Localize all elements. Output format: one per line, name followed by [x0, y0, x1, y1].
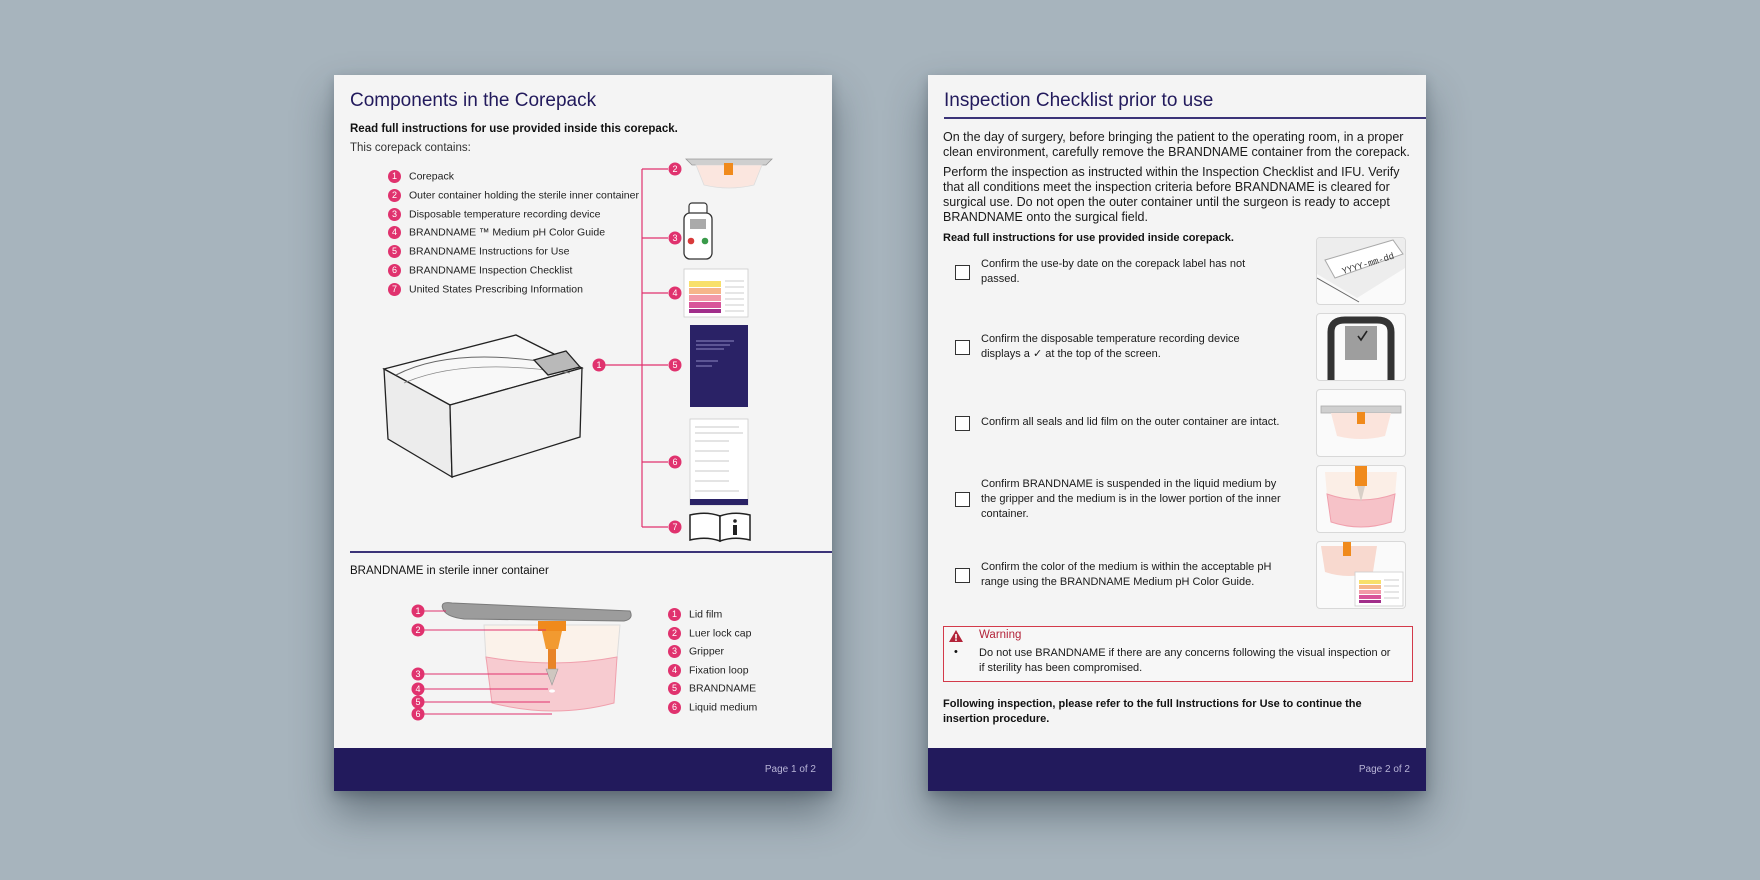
page-footer — [928, 748, 1426, 791]
component-label: BRANDNAME Instructions for Use — [409, 245, 570, 258]
svg-text:1: 1 — [596, 360, 602, 370]
number-badge: 3 — [388, 208, 401, 221]
color-guide-icon — [684, 269, 748, 317]
procedure-paragraph: Perform the inspection as instructed within the Inspection Checklist and IFU. Verify that all conditions meet the inspection criteria before BRANDNAME is cleared for surgical use. Do not open the outer container until the surgeon is ready to accept BRANDNAME onto the surgical field. — [943, 165, 1400, 224]
inspection-checklist-icon — [690, 419, 748, 505]
callout-badges — [593, 163, 682, 534]
number-badge: 5 — [388, 245, 401, 258]
instructions-booklet-icon — [690, 325, 748, 407]
check-text: Confirm the color of the medium is within the acceptable pH range using the BRANDNAME Medium pH Color Guide. — [981, 561, 1272, 588]
intro-paragraph: On the day of surgery, before bringing the patient to the operating room, in a proper clean environment, carefully remove the BRANDNAME container from the corepack. — [943, 130, 1410, 159]
component-label: Corepack — [409, 170, 454, 183]
part-label: Luer lock cap — [689, 626, 752, 639]
date-label-text: YYYY-mm-dd — [1340, 251, 1396, 277]
inner-callout-badges — [412, 605, 425, 721]
number-badge: 2 — [668, 627, 681, 640]
list-item — [668, 664, 757, 683]
section-divider — [350, 551, 832, 553]
info-book-icon — [690, 513, 750, 541]
svg-text:6: 6 — [672, 457, 678, 467]
intro-text: This corepack contains: — [350, 142, 471, 154]
list-item — [668, 627, 757, 646]
title-divider — [944, 117, 1426, 119]
temperature-device-icon — [684, 203, 712, 259]
corepack-diagram — [334, 75, 832, 555]
list-item — [668, 645, 757, 664]
svg-text:5: 5 — [672, 360, 678, 370]
page-number: Page 1 of 2 — [764, 764, 816, 775]
inner-container-thumbnail — [1316, 465, 1406, 533]
svg-text:2: 2 — [672, 164, 678, 174]
number-badge: 2 — [388, 189, 401, 202]
checklist-item — [943, 465, 1411, 533]
component-label: Outer container holding the sterile inner container — [409, 189, 639, 202]
svg-text:5: 5 — [415, 697, 421, 707]
inner-container-diagram — [334, 585, 664, 735]
number-badge: 7 — [388, 283, 401, 296]
inner-parts-list — [668, 608, 757, 720]
instruction-note: Read full instructions for use provided inside this corepack. — [350, 123, 678, 135]
svg-text:4: 4 — [672, 288, 678, 298]
page-title: Inspection Checklist prior to use — [944, 90, 1214, 111]
checklist-item — [943, 237, 1411, 305]
svg-text:3: 3 — [672, 233, 678, 243]
page-number: Page 2 of 2 — [1358, 764, 1410, 775]
label-date-thumbnail — [1316, 237, 1406, 305]
part-label: BRANDNAME — [689, 682, 757, 695]
callout-lines — [604, 169, 668, 527]
svg-text:4: 4 — [415, 684, 421, 694]
page-footer — [334, 748, 832, 791]
part-label: Gripper — [689, 645, 725, 658]
part-label: Liquid medium — [689, 701, 758, 714]
component-label: BRANDNAME Inspection Checklist — [409, 264, 573, 277]
number-badge: 6 — [388, 264, 401, 277]
list-item — [668, 701, 757, 720]
checkbox[interactable] — [955, 492, 970, 507]
checkbox[interactable] — [955, 568, 970, 583]
number-badge: 5 — [668, 682, 681, 695]
check-text: Confirm the disposable temperature recording device displays a ✓ at the top of the screen. — [981, 333, 1240, 360]
container-illustration — [442, 603, 631, 711]
component-label: United States Prescribing Information — [409, 283, 583, 296]
svg-text:1: 1 — [415, 606, 421, 616]
temp-device-thumbnail — [1316, 313, 1406, 381]
svg-text:7: 7 — [672, 522, 678, 532]
list-item — [668, 682, 757, 701]
warning-box: Warning • Do not use BRANDNAME if there are any concerns following the visual inspection or if sterility has been compromised. — [943, 626, 1413, 682]
number-badge: 6 — [668, 701, 681, 714]
check-text: Confirm the use-by date on the corepack label has not passed. — [981, 258, 1246, 285]
corepack-box-illustration — [384, 335, 582, 477]
component-label: BRANDNAME ™ Medium pH Color Guide — [409, 226, 606, 239]
checkbox[interactable] — [955, 416, 970, 431]
check-text: Confirm BRANDNAME is suspended in the liquid medium by the gripper and the medium is in the lower portion of the inner container. — [981, 478, 1281, 520]
checklist-item — [943, 313, 1411, 381]
svg-text:6: 6 — [415, 709, 421, 719]
check-text: Confirm all seals and lid film on the outer container are intact. — [981, 416, 1280, 428]
part-label: Fixation loop — [689, 664, 749, 677]
page-2 — [928, 75, 1426, 791]
list-item — [668, 608, 757, 627]
section-title: BRANDNAME in sterile inner container — [350, 565, 549, 577]
checklist-item — [943, 541, 1411, 609]
checkbox[interactable] — [955, 340, 970, 355]
svg-text:2: 2 — [415, 625, 421, 635]
outer-container-icon — [686, 159, 772, 188]
svg-text:3: 3 — [415, 669, 421, 679]
number-badge: 4 — [668, 664, 681, 677]
instruction-note: Read full instructions for use provided inside corepack. — [943, 232, 1234, 244]
color-guide-thumbnail — [1316, 541, 1406, 609]
number-badge: 1 — [388, 170, 401, 183]
page-title: Components in the Corepack — [350, 90, 597, 111]
checklist-item — [943, 389, 1411, 457]
component-label: Disposable temperature recording device — [409, 207, 601, 220]
closing-note: Following inspection, please refer to the full Instructions for Use to continue the insertion procedure. — [943, 698, 1362, 725]
warning-text: Do not use BRANDNAME if there are any concerns following the visual inspection or if sterility has been compromised. — [979, 647, 1391, 674]
number-badge: 1 — [668, 608, 681, 621]
part-label: Lid film — [689, 608, 723, 621]
number-badge: 4 — [388, 226, 401, 239]
outer-container-thumbnail — [1316, 389, 1406, 457]
page-1 — [334, 75, 832, 791]
checkbox[interactable] — [955, 265, 970, 280]
warning-title: Warning — [979, 629, 1022, 641]
number-badge: 3 — [668, 645, 681, 658]
warning-icon — [948, 629, 964, 643]
